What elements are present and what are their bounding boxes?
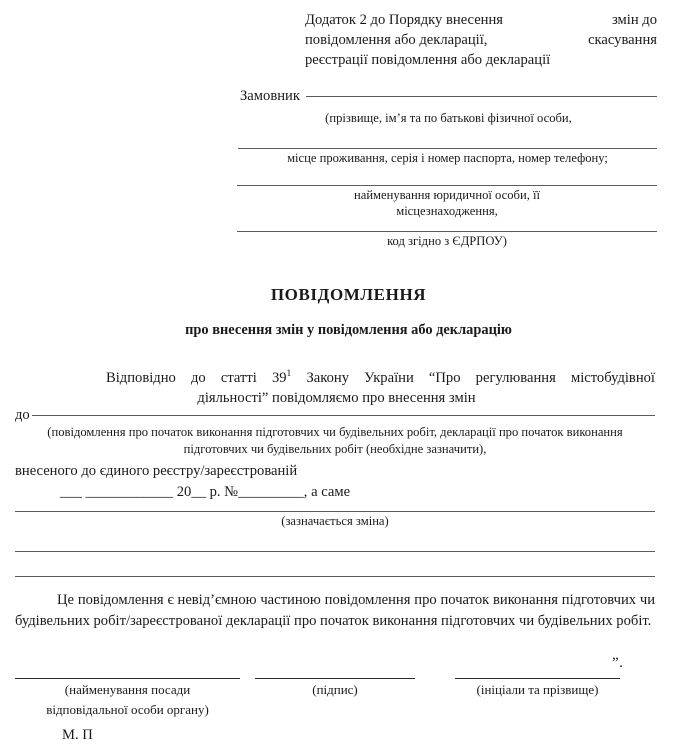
closing-quote-mark: ”. (612, 655, 624, 671)
change-caption: (зазначається зміна) (281, 514, 389, 528)
requester-caption-3-line-1: найменування юридичної особи, її (353, 188, 540, 202)
signature-caption-name: (ініціали та прізвище) (476, 682, 599, 697)
requester-caption-1: (прізвище, ім’я та по батькові фізичної особи, (325, 111, 572, 125)
header-line-3: реєстрації повідомлення або декларації (305, 52, 551, 69)
page-subtitle: про внесення змін у повідомлення або декларацію (185, 322, 512, 338)
change-fill-line-2[interactable] (15, 551, 655, 552)
intro-line-1-part-a: Відповідно до статті 39 (106, 370, 287, 386)
requester-row (240, 88, 657, 105)
requester-fill-line-4[interactable] (237, 231, 657, 232)
requester-caption-3-line-2: місцезнаходження, (396, 204, 498, 218)
signature-line-name[interactable] (455, 678, 620, 679)
signature-caption-sign: (підпис) (312, 682, 358, 697)
do-label: до (15, 407, 30, 423)
requester-fill-line-2[interactable] (238, 148, 657, 149)
article-superscript: 1 (286, 369, 292, 380)
requester-caption-2: місце проживання, серія і номер паспорта, номер телефону; (287, 151, 608, 165)
header-line-1-right: змін до (611, 12, 657, 28)
header-line-2 (305, 30, 657, 50)
intro-paragraph (18, 368, 655, 408)
requester-label: Замовник (240, 88, 300, 104)
requester-fill-line-3[interactable] (237, 185, 657, 186)
do-fill-line[interactable] (32, 415, 655, 416)
signature-line-position[interactable] (15, 678, 240, 679)
registry-line: внесеного до єдиного реєстру/зареєстрованій (15, 463, 298, 479)
requester-caption-4: код згідно з ЄДРПОУ) (387, 234, 507, 248)
do-caption-line-1: (повідомлення про початок виконання підготовчих чи будівельних робіт, декларації про початок виконання (47, 425, 623, 439)
date-number-line[interactable]: ___ ____________ 20__ р. №_________, а саме (60, 484, 351, 500)
change-fill-line-1[interactable] (15, 511, 655, 512)
do-row (15, 407, 655, 424)
signature-caption-position-line-1: (найменування посади (64, 682, 191, 697)
intro-line-1 (18, 368, 655, 388)
header-line-1 (305, 10, 657, 30)
signature-caption-position-line-2: відповідальної особи органу) (46, 702, 209, 717)
document-header (305, 10, 657, 70)
header-line-2-right: скасування (588, 32, 657, 49)
change-fill-line-3[interactable] (15, 576, 655, 577)
page-title: ПОВІДОМЛЕННЯ (270, 285, 427, 304)
intro-line-1-part-b: Закону України “Про регулювання містобудівної (291, 370, 655, 386)
signature-line-sign[interactable] (255, 678, 415, 679)
requester-fill-line[interactable] (306, 96, 657, 97)
final-paragraph: Це повідомлення є невід’ємною частиною повідомлення про початок виконання підготовчих чи будівельних робіт/зареєстрованої декларації про початок виконання підготовчих чи будівельних робіт. (15, 592, 655, 629)
intro-line-2: діяльності” повідомляємо про внесення змін (197, 390, 476, 407)
do-caption-line-2: підготовчих чи будівельних робіт (необхідне зазначити), (183, 442, 487, 456)
header-line-1-left: Додаток 2 до Порядку внесення (305, 12, 503, 28)
header-line-2-left: повідомлення або декларації, (305, 32, 488, 49)
stamp-marker: М. П (62, 727, 93, 743)
